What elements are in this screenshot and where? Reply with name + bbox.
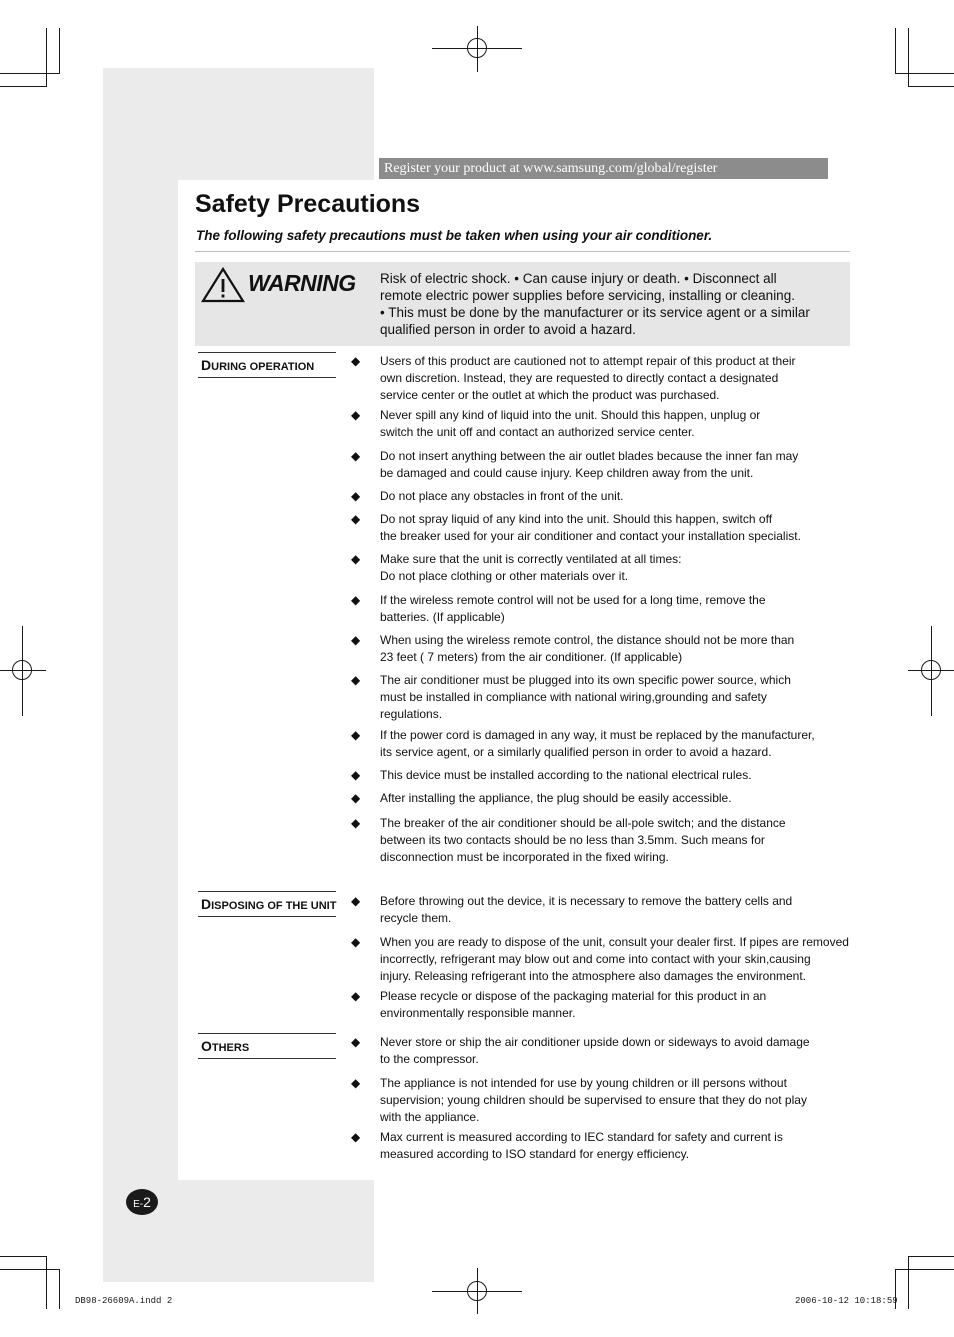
precaution-line: supervision; young children should be supervised to ensure that they do not play xyxy=(380,1092,807,1107)
warning-line: remote electric power supplies before servicing, installing or cleaning. xyxy=(380,288,795,303)
title-divider xyxy=(195,251,850,252)
warning-label: WARNING xyxy=(248,270,356,296)
diamond-bullet-icon: ◆ xyxy=(351,633,361,647)
precaution-line: Make sure that the unit is correctly ventilated at all times: xyxy=(380,552,682,566)
precaution-line: When you are ready to dispose of the unit, consult your dealer first. If pipes are removed xyxy=(380,935,849,949)
precaution-text xyxy=(380,511,801,545)
precaution-line: Before throwing out the device, it is necessary to remove the battery cells and xyxy=(380,894,793,908)
page-title: Safety Precautions xyxy=(195,190,421,218)
precaution-line: Max current is measured according to IEC standard for safety and current is xyxy=(380,1130,783,1144)
precaution-line: Users of this product are cautioned not to attempt repair of this product at their xyxy=(380,354,796,368)
precaution-text xyxy=(380,551,681,585)
precaution-text xyxy=(380,767,752,784)
precaution-text xyxy=(380,893,792,927)
heading-initial: D xyxy=(201,357,212,373)
precaution-line: its service agent, or a similarly qualified person in order to avoid a hazard. xyxy=(380,744,772,759)
precaution-text xyxy=(380,1034,810,1068)
file-slug: DB98-26609A.indd 2 xyxy=(75,1296,173,1306)
precaution-line: must be installed in compliance with national wiring,grounding and safety xyxy=(380,689,767,704)
diamond-bullet-icon: ◆ xyxy=(351,449,361,463)
precaution-line: environmentally responsible manner. xyxy=(380,1005,576,1020)
precaution-line: recycle them. xyxy=(380,910,452,925)
heading-initial: O xyxy=(201,1038,212,1054)
precaution-line: The air conditioner must be plugged into its own specific power source, which xyxy=(380,673,791,687)
precaution-text xyxy=(380,592,766,626)
precaution-line: disconnection must be incorporated in the fixed wiring. xyxy=(380,849,669,864)
precaution-line: regulations. xyxy=(380,706,443,721)
diamond-bullet-icon: ◆ xyxy=(351,408,361,422)
precaution-line: service center or the outlet at which the product was purchased. xyxy=(380,387,720,402)
precaution-line: The breaker of the air conditioner should be all-pole switch; and the distance xyxy=(380,816,786,830)
precaution-line: be damaged and could cause injury. Keep children away from the unit. xyxy=(380,465,754,480)
precaution-line: After installing the appliance, the plug should be easily accessible. xyxy=(380,791,732,805)
precaution-text xyxy=(380,448,798,482)
page-number-badge xyxy=(126,1189,158,1215)
precaution-line: Do not insert anything between the air outlet blades because the inner fan may xyxy=(380,449,799,463)
precaution-text xyxy=(380,672,791,722)
precaution-line: switch the unit off and contact an authorized service center. xyxy=(380,424,695,439)
precaution-line: Do not place any obstacles in front of the unit. xyxy=(380,489,624,503)
page-number: 2 xyxy=(143,1194,151,1210)
warning-text xyxy=(380,270,840,338)
precaution-line: Never store or ship the air conditioner upside down or sideways to avoid damage xyxy=(380,1035,810,1049)
precaution-line: to the compressor. xyxy=(380,1051,479,1066)
diamond-bullet-icon: ◆ xyxy=(351,894,361,908)
diamond-bullet-icon: ◆ xyxy=(351,1076,361,1090)
diamond-bullet-icon: ◆ xyxy=(351,989,361,1003)
warning-triangle-icon xyxy=(201,267,245,303)
diamond-bullet-icon: ◆ xyxy=(351,816,361,830)
precaution-text xyxy=(380,790,732,807)
warning-line: qualified person in order to avoid a hazard. xyxy=(380,322,636,337)
precaution-line: This device must be installed according to the national electrical rules. xyxy=(380,768,752,782)
diamond-bullet-icon: ◆ xyxy=(351,1035,361,1049)
precaution-text xyxy=(380,1075,807,1125)
diamond-bullet-icon: ◆ xyxy=(351,728,361,742)
precaution-line: The appliance is not intended for use by young children or ill persons without xyxy=(380,1076,787,1090)
precaution-line: injury. Releasing refrigerant into the atmosphere also damages the environment. xyxy=(380,968,807,983)
page-prefix: E- xyxy=(133,1199,144,1210)
precaution-line: batteries. (If applicable) xyxy=(380,609,505,624)
precaution-text xyxy=(380,934,849,984)
precaution-text xyxy=(380,353,796,403)
warning-line: Risk of electric shock. • Can cause injury or death. • Disconnect all xyxy=(380,271,777,286)
diamond-bullet-icon: ◆ xyxy=(351,935,361,949)
precaution-line: If the wireless remote control will not be used for a long time, remove the xyxy=(380,593,766,607)
diamond-bullet-icon: ◆ xyxy=(351,673,361,687)
page-subtitle: The following safety precautions must be taken when using your air conditioner. xyxy=(196,228,713,243)
precaution-text xyxy=(380,407,760,441)
diamond-bullet-icon: ◆ xyxy=(351,791,361,805)
precaution-text xyxy=(380,488,623,505)
section-heading-others xyxy=(198,1033,336,1059)
precaution-text xyxy=(380,988,766,1022)
precaution-line: Please recycle or dispose of the packaging material for this product in an xyxy=(380,989,767,1003)
section-heading-during-operation xyxy=(198,352,336,378)
precaution-line: If the power cord is damaged in any way, it must be replaced by the manufacturer, xyxy=(380,728,815,742)
register-banner: Register your product at www.samsung.com/global/register xyxy=(379,158,828,179)
diamond-bullet-icon: ◆ xyxy=(351,593,361,607)
precaution-line: incorrectly, refrigerant may blow out and come into contact with your skin,causing xyxy=(380,951,811,966)
precaution-line: Do not place clothing or other materials over it. xyxy=(380,568,629,583)
precaution-text xyxy=(380,632,794,666)
diamond-bullet-icon: ◆ xyxy=(351,489,361,503)
diamond-bullet-icon: ◆ xyxy=(351,1130,361,1144)
precaution-line: 23 feet ( 7 meters) from the air conditioner. (If applicable) xyxy=(380,649,683,664)
precaution-line: Do not spray liquid of any kind into the unit. Should this happen, switch off xyxy=(380,512,773,526)
diamond-bullet-icon: ◆ xyxy=(351,552,361,566)
precaution-text xyxy=(380,815,786,865)
precaution-line: with the appliance. xyxy=(380,1109,480,1124)
warning-line: • This must be done by the manufacturer or its service agent or a similar xyxy=(380,305,810,320)
precaution-line: measured according to ISO standard for energy efficiency. xyxy=(380,1146,690,1161)
heading-rest: ISPOSING OF THE UNIT xyxy=(211,900,337,912)
diamond-bullet-icon: ◆ xyxy=(351,768,361,782)
precaution-text xyxy=(380,1129,783,1163)
precaution-line: the breaker used for your air conditioner and contact your installation specialist. xyxy=(380,528,801,543)
precaution-line: Never spill any kind of liquid into the unit. Should this happen, unplug or xyxy=(380,408,761,422)
heading-rest: THERS xyxy=(211,1042,250,1054)
precaution-text xyxy=(380,727,815,761)
heading-rest: URING OPERATION xyxy=(211,361,315,373)
precaution-line: own discretion. Instead, they are requested to directly contact a designated xyxy=(380,370,779,385)
section-heading-disposing xyxy=(198,891,336,917)
diamond-bullet-icon: ◆ xyxy=(351,512,361,526)
precaution-line: When using the wireless remote control, the distance should not be more than xyxy=(380,633,795,647)
precaution-line: between its two contacts should be no less than 3.5mm. Such means for xyxy=(380,832,765,847)
heading-initial: D xyxy=(201,896,212,912)
date-slug: 2006-10-12 10:18:59 xyxy=(795,1296,898,1306)
diamond-bullet-icon: ◆ xyxy=(351,354,361,368)
